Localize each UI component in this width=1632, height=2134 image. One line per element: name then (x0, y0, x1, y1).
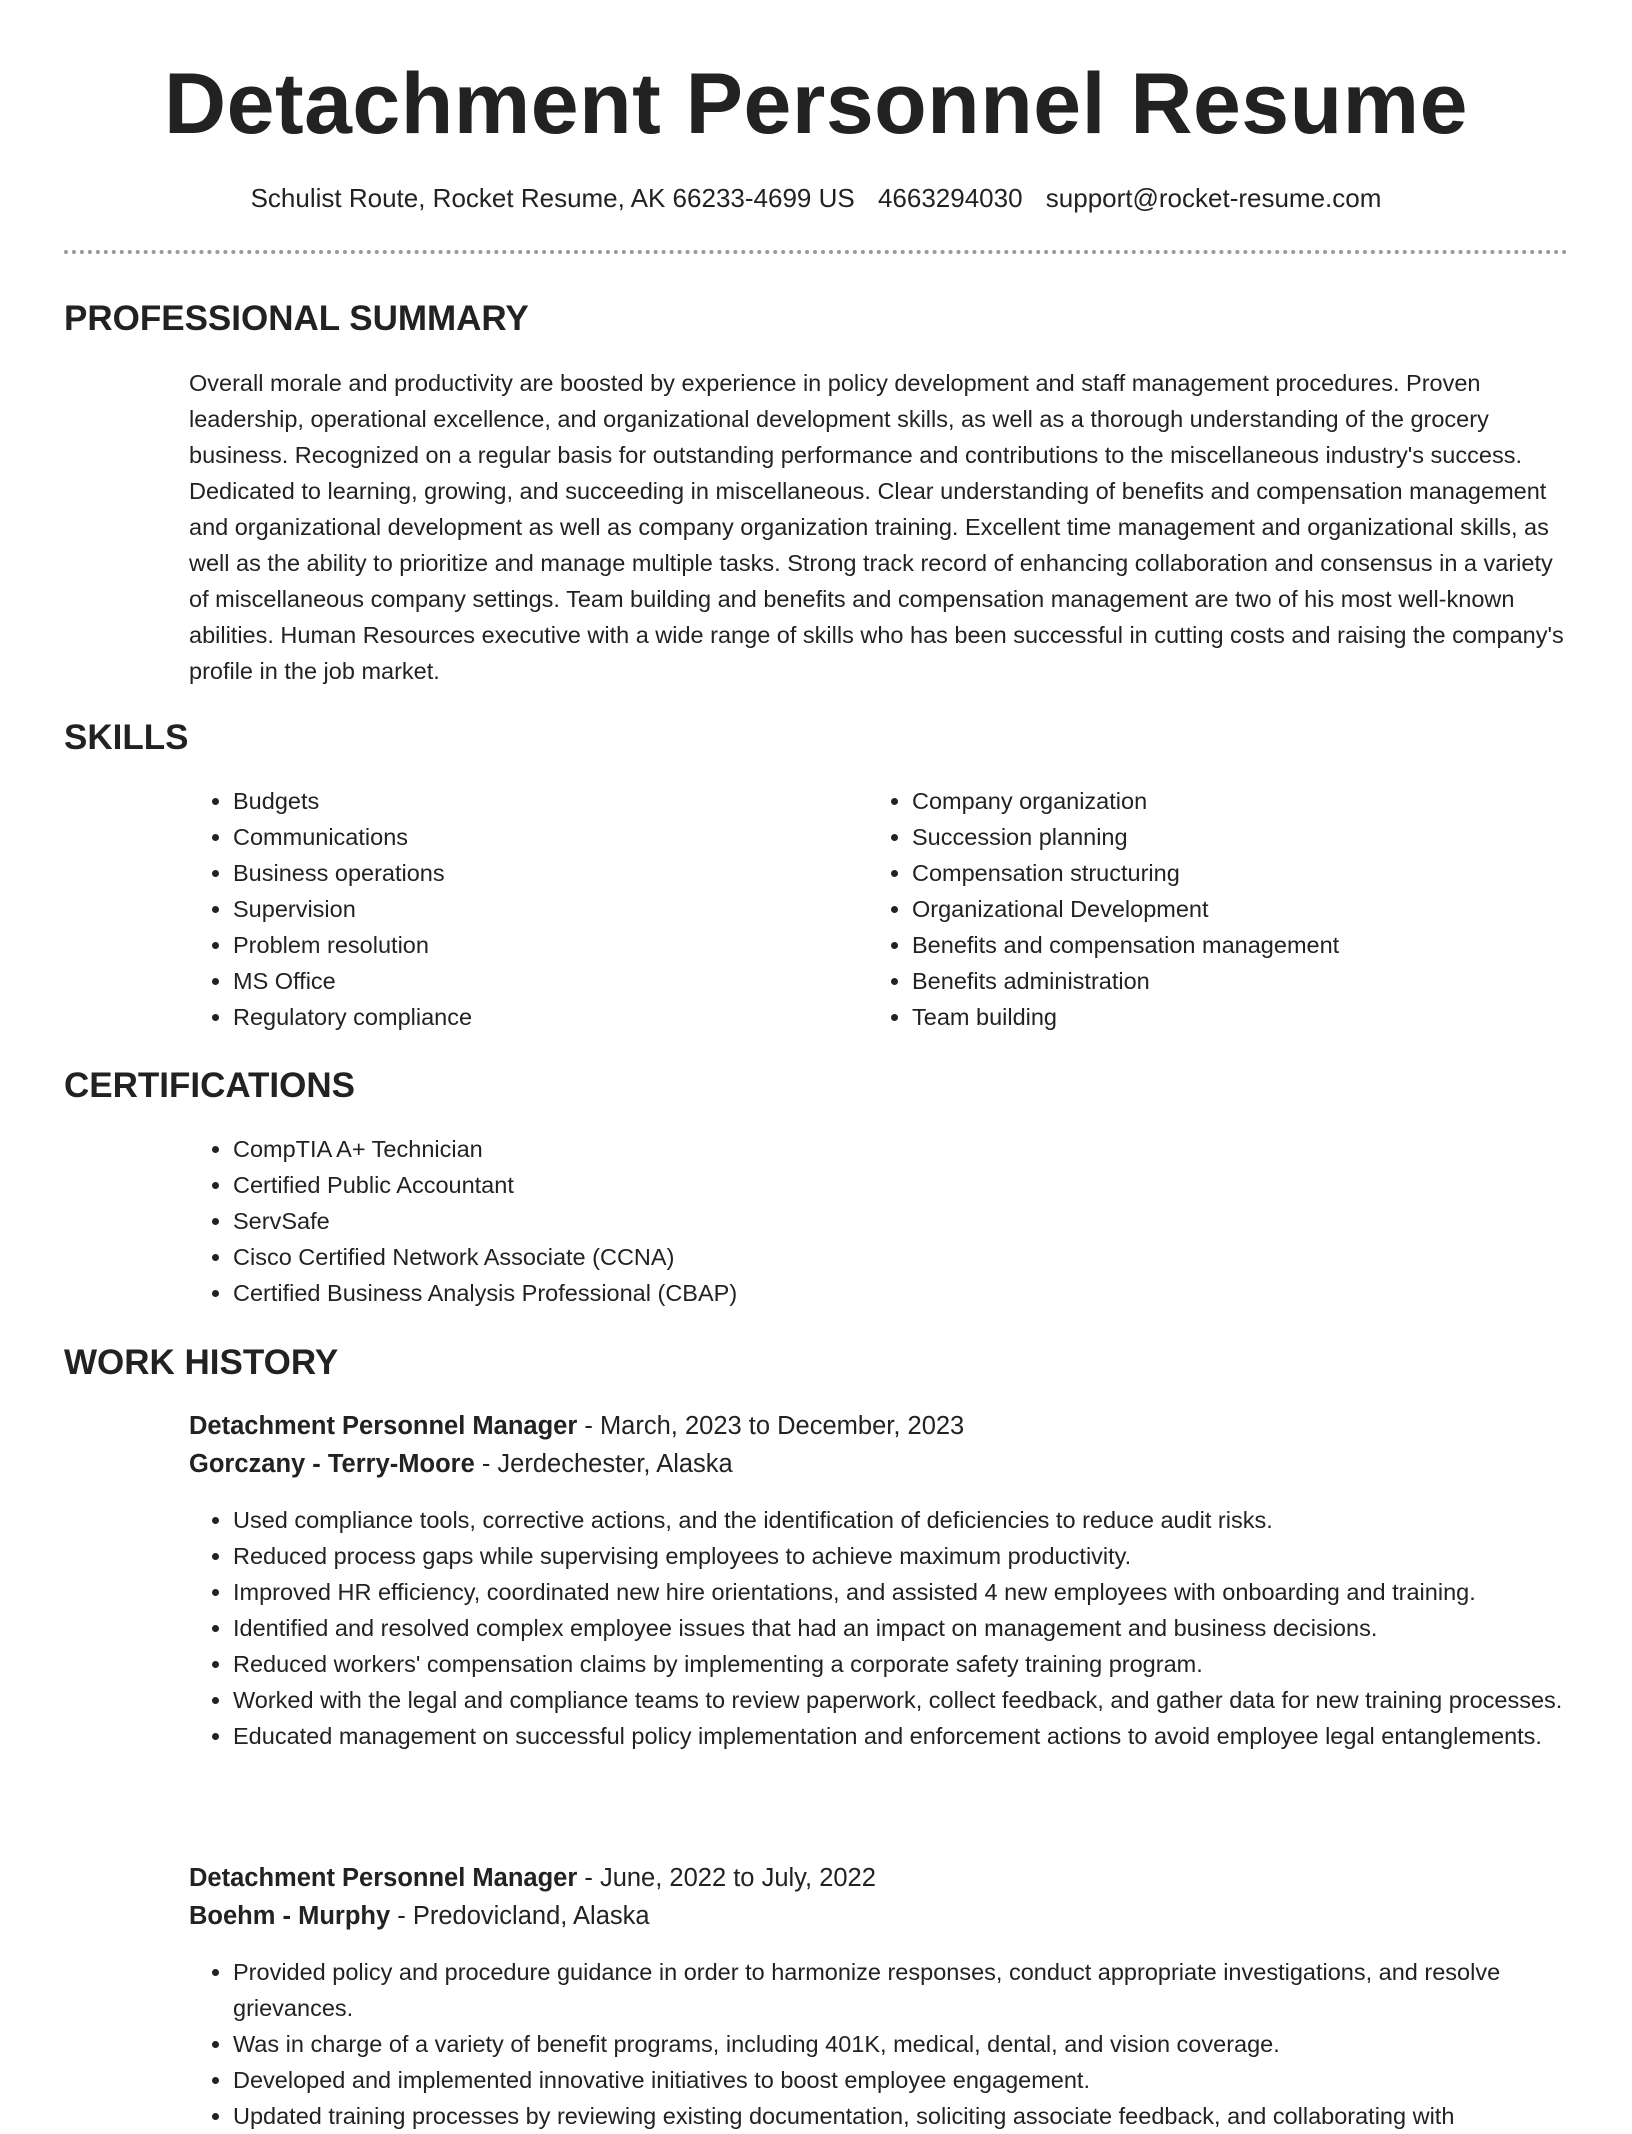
skill-item: • Team building (912, 999, 1612, 1035)
contact-address: Schulist Route, Rocket Resume, AK 66233-4699 US (250, 183, 855, 213)
summary-text: Overall morale and productivity are boosted by experience in policy development and staff management procedures. Proven leadership, operational excellence, and organizational development skills, as well as a thorough understanding of the grocery business. Recognized on a regular basis for outstanding performance and contributions to the miscellaneous industry's success. Dedicated to learning, growing, and succeeding in miscellaneous. Clear understanding of benefits and compensation management and organizational development as well as company organization training. Excellent time management and organizational skills, as well as the ability to prioritize and manage multiple tasks. Strong track record of enhancing collaboration and consensus in a variety of miscellaneous company settings. Team building and benefits and compensation management are two of his most well-known abilities. Human Resources executive with a wide range of skills who has been successful in cutting costs and raising the company's profile in the job market. (189, 370, 1564, 684)
job-bullet: • Updated training processes by reviewing existing documentation, soliciting associate feedback, and collaborating with (233, 2098, 1613, 2134)
skill-item: • Compensation structuring (912, 855, 1612, 891)
header-divider (64, 250, 1568, 254)
job-bullet: • Used compliance tools, corrective actions, and the identification of deficiencies to reduce audit risks. (233, 1502, 1613, 1538)
certification-item: • ServSafe (233, 1203, 1613, 1239)
certifications-list (189, 1131, 1613, 1311)
skills-list-left (189, 783, 853, 1035)
job-bullet: • Developed and implemented innovative initiatives to boost employee engagement. (233, 2062, 1613, 2098)
job-title: Detachment Personnel Manager (189, 1864, 578, 1892)
skill-item: • Benefits administration (912, 963, 1612, 999)
contact-email: support@rocket-resume.com (1045, 183, 1382, 213)
skills-list-right (868, 783, 1612, 1035)
certification-item: • CompTIA A+ Technician (233, 1131, 1613, 1167)
skill-item: • Problem resolution (233, 927, 853, 963)
certification-item: • Cisco Certified Network Associate (CCNA) (233, 1239, 1613, 1275)
job-title-line (189, 1407, 964, 1445)
job-bullet: • Provided policy and procedure guidance in order to harmonize responses, conduct appropriate investigations, and resolve grievances. (233, 1954, 1613, 2026)
skill-item: • Benefits and compensation management (912, 927, 1612, 963)
job-location: - Jerdechester, Alaska (474, 1450, 733, 1478)
skill-item: • Business operations (233, 855, 853, 891)
job-bullet: • Identified and resolved complex employee issues that had an impact on management and business decisions. (233, 1610, 1613, 1646)
work-history-heading: WORK HISTORY (64, 1343, 339, 1382)
job-company: Gorczany - Terry-Moore (189, 1450, 475, 1478)
skill-item: • MS Office (233, 963, 853, 999)
page-title: Detachment Personnel Resume (164, 56, 1468, 152)
job-dates: - June, 2022 to July, 2022 (577, 1864, 876, 1892)
job-dates: - March, 2023 to December, 2023 (577, 1412, 965, 1440)
skill-item: • Company organization (912, 783, 1612, 819)
skill-item: • Supervision (233, 891, 853, 927)
contact-phone: 4663294030 (877, 183, 1023, 213)
skills-heading: SKILLS (64, 718, 189, 757)
job-bullets (189, 1502, 1613, 1754)
skill-item: • Regulatory compliance (233, 999, 853, 1035)
skill-item: • Succession planning (912, 819, 1612, 855)
job-bullet: • Educated management on successful policy implementation and enforcement actions to avoid employee legal entanglements. (233, 1718, 1613, 1754)
job-location: - Predovicland, Alaska (390, 1902, 650, 1930)
job-bullets (189, 1954, 1613, 2134)
job-bullet: • Was in charge of a variety of benefit programs, including 401K, medical, dental, and vision coverage. (233, 2026, 1613, 2062)
certification-item: • Certified Business Analysis Professional (CBAP) (233, 1275, 1613, 1311)
job-bullet: • Reduced process gaps while supervising employees to achieve maximum productivity. (233, 1538, 1613, 1574)
skill-item: • Communications (233, 819, 853, 855)
job-title-line (189, 1859, 876, 1897)
skill-item: • Budgets (233, 783, 853, 819)
job-company-line (189, 1445, 733, 1483)
job-bullet: • Reduced workers' compensation claims by implementing a corporate safety training program. (233, 1646, 1613, 1682)
certification-item: • Certified Public Accountant (233, 1167, 1613, 1203)
job-company-line (189, 1897, 650, 1935)
contact-line (0, 180, 1632, 216)
job-bullet: • Improved HR efficiency, coordinated new hire orientations, and assisted 4 new employees with onboarding and training. (233, 1574, 1613, 1610)
summary-heading: PROFESSIONAL SUMMARY (64, 299, 529, 338)
job-title: Detachment Personnel Manager (189, 1412, 578, 1440)
skill-item: • Organizational Development (912, 891, 1612, 927)
job-company: Boehm - Murphy (189, 1902, 391, 1930)
certifications-heading: CERTIFICATIONS (64, 1066, 356, 1105)
job-bullet: • Worked with the legal and compliance teams to review paperwork, collect feedback, and gather data for new training processes. (233, 1682, 1613, 1718)
